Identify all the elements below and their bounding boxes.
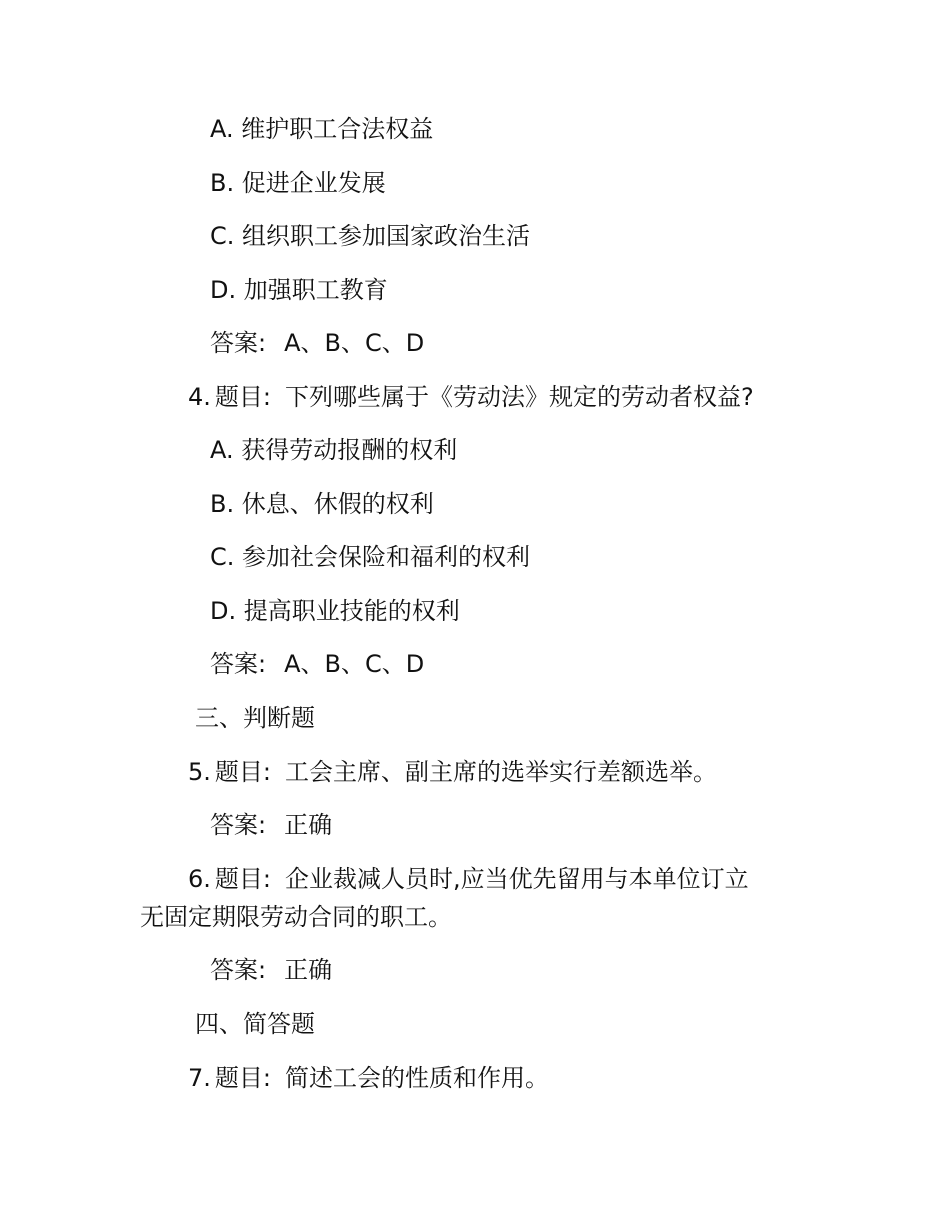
answer-value: A、B、C、D <box>284 329 425 357</box>
section-heading-short-answer: 四、简答题 <box>195 1010 315 1038</box>
q5-answer <box>210 810 332 840</box>
question-number: 5. <box>188 758 211 786</box>
q4-answer <box>210 649 424 679</box>
question-label: 题目: <box>214 865 271 893</box>
question-7 <box>188 1063 549 1093</box>
question-label: 题目: <box>214 758 271 786</box>
q3-option-a: A. 维护职工合法权益 <box>210 115 434 143</box>
question-5 <box>188 757 717 787</box>
section-heading-true-false: 三、判断题 <box>195 704 315 732</box>
question-text-line1: 企业裁减人员时,应当优先留用与本单位订立 <box>285 865 749 893</box>
answer-label: 答案: <box>210 650 267 678</box>
question-text: 简述工会的性质和作用。 <box>285 1064 549 1092</box>
q3-answer <box>210 328 424 358</box>
q6-answer <box>210 955 332 985</box>
question-number: 7. <box>188 1064 211 1092</box>
question-text: 下列哪些属于《劳动法》规定的劳动者权益? <box>285 383 754 411</box>
q4-option-b: B. 休息、休假的权利 <box>210 490 434 518</box>
answer-label: 答案: <box>210 329 267 357</box>
question-label: 题目: <box>214 383 271 411</box>
question-number: 4. <box>188 383 211 411</box>
question-text: 工会主席、副主席的选举实行差额选举。 <box>285 758 717 786</box>
question-6 <box>188 864 749 894</box>
q4-option-a: A. 获得劳动报酬的权利 <box>210 436 458 464</box>
answer-label: 答案: <box>210 811 267 839</box>
question-number: 6. <box>188 865 211 893</box>
question-label: 题目: <box>214 1064 271 1092</box>
question-6-continuation: 无固定期限劳动合同的职工。 <box>140 903 452 931</box>
q3-option-d: D. 加强职工教育 <box>210 276 388 304</box>
answer-value: 正确 <box>284 811 333 839</box>
question-4 <box>188 382 754 412</box>
answer-label: 答案: <box>210 956 267 984</box>
q4-option-d: D. 提高职业技能的权利 <box>210 597 460 625</box>
q4-option-c: C. 参加社会保险和福利的权利 <box>210 543 531 571</box>
answer-value: 正确 <box>284 956 333 984</box>
answer-value: A、B、C、D <box>284 650 425 678</box>
q3-option-b: B. 促进企业发展 <box>210 169 386 197</box>
q3-option-c: C. 组织职工参加国家政治生活 <box>210 222 531 250</box>
